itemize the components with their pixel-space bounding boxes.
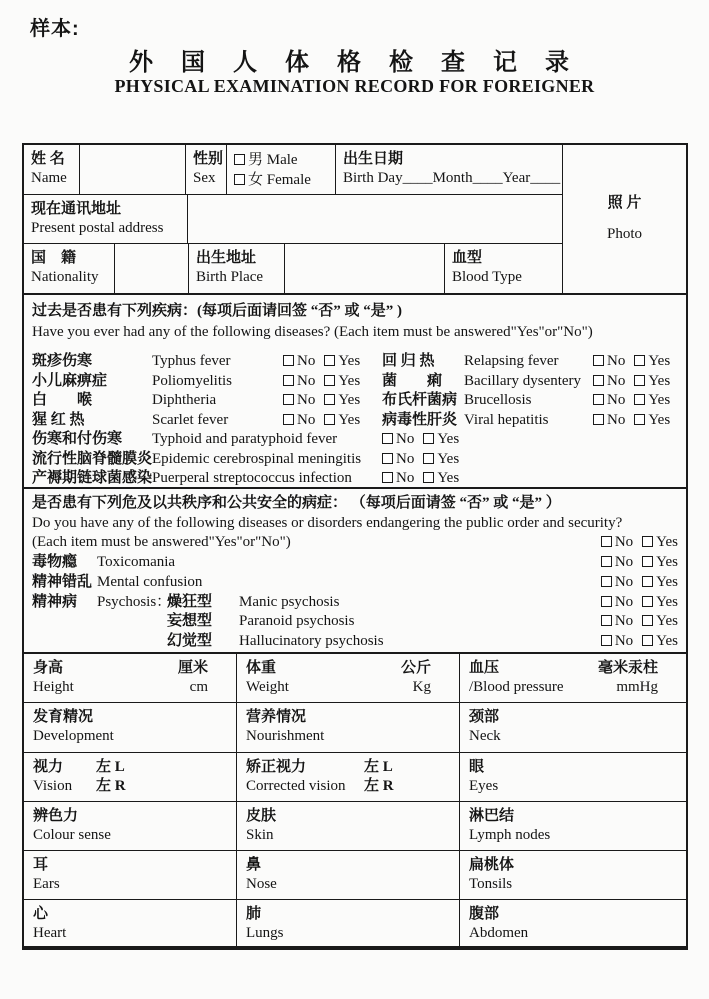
- name-label-cn: 姓 名: [31, 151, 65, 167]
- tonsils-cell[interactable]: 扁桃体 Tonsils: [460, 851, 686, 900]
- disorder-name-en: Toxicomania: [97, 554, 176, 571]
- no-checkbox[interactable]: [601, 615, 612, 626]
- disease-name-en: Bacillary dysentery: [464, 372, 582, 389]
- no-yes-checkboxes: No Yes: [593, 352, 678, 372]
- psychosis-label-cn: 精神病: [32, 593, 78, 610]
- sex-label-cn: 性别: [193, 151, 224, 167]
- form-title-english: PHYSICAL EXAMINATION RECORD FOR FOREIGNER: [114, 76, 595, 96]
- name-label-en: Name: [31, 170, 67, 186]
- no-yes-checkboxes: No Yes: [601, 632, 678, 652]
- no-checkbox[interactable]: [593, 414, 604, 425]
- disease-name-cn: 产褥期链球菌感染: [32, 470, 153, 486]
- birthplace-input-cell[interactable]: [285, 244, 445, 293]
- name-input-cell[interactable]: [80, 145, 186, 194]
- disease-name-cn: 猩 红 热: [32, 411, 85, 428]
- disorders-header-cn: 是否患有下列危及以共秩序和公共安全的病症： （每项后面请签 “否” 或 “是” ）: [32, 495, 561, 511]
- no-yes-checkboxes: No Yes: [382, 430, 678, 450]
- form-title-chinese: 外 国 人 体 格 检 查 记 录: [129, 50, 580, 76]
- yes-checkbox[interactable]: [634, 414, 645, 425]
- disease-name-cn: 回 归 热: [382, 353, 435, 369]
- no-checkbox[interactable]: [601, 556, 612, 567]
- no-checkbox[interactable]: [283, 394, 294, 405]
- photo-label-en: Photo: [606, 226, 642, 242]
- yes-checkbox[interactable]: [423, 433, 434, 444]
- disease-name-en: Poliomyelitis: [152, 372, 233, 389]
- heart-cell[interactable]: 心 Heart: [24, 900, 237, 949]
- no-yes-checkboxes: No Yes: [593, 391, 678, 411]
- disorder-name-cn: 精神错乱: [32, 573, 93, 590]
- address-label-cn: 现在通讯地址: [31, 201, 122, 217]
- no-checkbox[interactable]: [601, 635, 612, 646]
- disease-name-cn: 菌 痢: [382, 372, 443, 389]
- nationality-row: [24, 244, 562, 293]
- photo-label-cn: 照 片: [607, 195, 642, 211]
- no-yes-checkboxes: No Yes: [283, 372, 382, 392]
- blood-type-label-cn: 血型: [452, 250, 483, 266]
- disease-name-en: Typhus fever: [152, 353, 231, 369]
- disease-name-cn: 白 喉: [32, 392, 93, 408]
- psychosis-type-cn: 燥狂型: [167, 593, 213, 610]
- birthplace-label-cn: 出生地址: [196, 250, 257, 266]
- no-yes-checkboxes: No Yes: [283, 352, 382, 372]
- disease-name-en: Epidemic cerebrospinal meningitis: [152, 450, 362, 467]
- address-row: [24, 195, 562, 244]
- male-label: 男 Male: [248, 152, 298, 168]
- address-input-cell[interactable]: [188, 195, 562, 243]
- no-yes-checkboxes: No Yes: [601, 573, 678, 593]
- lymph-nodes-cell[interactable]: 淋巴结 Lymph nodes: [460, 802, 686, 851]
- no-checkbox[interactable]: [601, 536, 612, 547]
- no-checkbox[interactable]: [283, 355, 294, 366]
- no-checkbox[interactable]: [593, 375, 604, 386]
- disease-header-cn: 过去是否患有下列疾病：(每项后面请回签 “否” 或 “是” ): [32, 303, 402, 319]
- name-label-cell: [24, 145, 80, 194]
- yes-checkbox[interactable]: [642, 596, 653, 607]
- disease-name-cn: 小儿麻痹症: [32, 372, 108, 389]
- birth-date-cell[interactable]: [336, 145, 562, 194]
- no-yes-checkboxes: No Yes: [601, 553, 678, 573]
- address-label-en: Present postal address: [31, 220, 164, 236]
- no-yes-checkboxes: No Yes: [601, 533, 678, 553]
- yes-checkbox[interactable]: [423, 472, 434, 483]
- birthplace-label-cell: [189, 244, 285, 293]
- no-yes-checkboxes: No Yes: [601, 612, 678, 632]
- psychosis-type-en: Hallucinatory psychosis: [239, 632, 384, 649]
- no-checkbox[interactable]: [382, 453, 393, 464]
- birth-date-fill-line: Birth Day____Month____Year____: [343, 170, 561, 186]
- yes-checkbox[interactable]: [634, 355, 645, 366]
- address-label-cell: [24, 195, 188, 243]
- blood-type-cell[interactable]: [445, 244, 562, 293]
- psychosis-type-en: Paranoid psychosis: [239, 613, 355, 630]
- name-sex-birth-row: [24, 145, 562, 195]
- psychosis-label-en: Psychosis：: [97, 593, 172, 610]
- yes-checkbox[interactable]: [634, 375, 645, 386]
- no-checkbox[interactable]: [593, 355, 604, 366]
- sex-label-en: Sex: [193, 170, 216, 186]
- corrected-vision-cell[interactable]: 矫正视力 左 L Corrected vision 左 R: [237, 753, 460, 802]
- disorders-header-en: Do you have any of the following diseases or disorders endangering the public order and security?: [32, 514, 623, 531]
- no-yes-checkboxes: No Yes: [283, 411, 382, 431]
- disease-history-section: [24, 295, 686, 489]
- nourishment-cell[interactable]: 营养情况 Nourishment: [237, 703, 460, 752]
- development-cell[interactable]: 发育精况 Development: [24, 703, 237, 752]
- form-table: [22, 143, 688, 950]
- no-yes-checkboxes: No Yes: [593, 372, 678, 392]
- height-cell[interactable]: 身高 厘米 Height cm: [24, 654, 237, 703]
- colour-sense-cell[interactable]: 辨色力 Colour sense: [24, 802, 237, 851]
- disease-name-en: Viral hepatitis: [464, 411, 549, 428]
- nose-cell[interactable]: 鼻 Nose: [237, 851, 460, 900]
- female-checkbox[interactable]: [234, 174, 245, 185]
- birthplace-label-en: Birth Place: [196, 269, 264, 285]
- psychosis-type-cn: 妄想型: [167, 613, 213, 630]
- blood-pressure-cell[interactable]: 血压 毫米汞柱 /Blood pressure mmHg: [460, 654, 686, 703]
- photo-area[interactable]: [562, 145, 686, 293]
- neck-cell[interactable]: 颈部 Neck: [460, 703, 686, 752]
- yes-checkbox[interactable]: [642, 576, 653, 587]
- no-yes-checkboxes: No Yes: [601, 593, 678, 613]
- identity-section: [24, 145, 686, 295]
- female-label: 女 Female: [248, 172, 311, 188]
- psychosis-type-cn: 幻觉型: [167, 632, 213, 649]
- disease-name-cn: 流行性脑脊髓膜炎: [32, 450, 153, 467]
- disease-name-en: Brucellosis: [464, 392, 532, 408]
- psychosis-type-en: Manic psychosis: [239, 593, 340, 610]
- skin-cell[interactable]: 皮肤 Skin: [237, 802, 460, 851]
- male-checkbox[interactable]: [234, 154, 245, 165]
- nationality-input-cell[interactable]: [115, 244, 189, 293]
- disorders-section: [24, 489, 686, 654]
- yes-checkbox[interactable]: [324, 394, 335, 405]
- yes-checkbox[interactable]: [642, 556, 653, 567]
- disorder-name-cn: 毒物瘾: [32, 554, 78, 571]
- no-checkbox[interactable]: [601, 596, 612, 607]
- weight-cell[interactable]: 体重 公斤 Weight Kg: [237, 654, 460, 703]
- disease-name-en: Typhoid and paratyphoid fever: [152, 431, 338, 447]
- yes-checkbox[interactable]: [324, 355, 335, 366]
- disease-name-cn: 斑疹伤寒: [32, 353, 93, 369]
- sex-checkbox-cell: [227, 145, 336, 194]
- no-checkbox[interactable]: [283, 375, 294, 386]
- eyes-cell[interactable]: 眼 Eyes: [460, 753, 686, 802]
- no-yes-checkboxes: No Yes: [382, 469, 678, 489]
- yes-checkbox[interactable]: [324, 375, 335, 386]
- lungs-cell[interactable]: 肺 Lungs: [237, 900, 460, 949]
- disorders-note: (Each item must be answered"Yes"or"No"): [32, 534, 291, 551]
- no-yes-checkboxes: No Yes: [593, 411, 678, 431]
- disease-name-en: Relapsing fever: [464, 353, 559, 369]
- disease-name-en: Puerperal streptococcus infection: [152, 470, 352, 486]
- disorder-name-en: Mental confusion: [97, 573, 203, 590]
- no-checkbox[interactable]: [283, 414, 294, 425]
- exam-grid: [24, 654, 686, 950]
- abdomen-cell[interactable]: 腹部 Abdomen: [469, 906, 529, 942]
- yes-checkbox[interactable]: [642, 536, 653, 547]
- yes-checkbox[interactable]: [423, 453, 434, 464]
- nationality-label-cn: 国 籍: [31, 250, 77, 266]
- no-checkbox[interactable]: [593, 394, 604, 405]
- no-checkbox[interactable]: [382, 433, 393, 444]
- disease-name-en: Scarlet fever: [152, 411, 229, 428]
- sex-label-cell: [186, 145, 227, 194]
- blood-type-label-en: Blood Type: [452, 269, 522, 285]
- disease-name-cn: 病毒性肝炎: [382, 411, 458, 428]
- no-yes-checkboxes: No Yes: [382, 450, 678, 470]
- no-checkbox[interactable]: [601, 576, 612, 587]
- birth-date-label-cn: 出生日期: [343, 151, 404, 167]
- disease-header-en: Have you ever had any of the following diseases? (Each item must be answered"Yes"or"No"): [32, 324, 593, 340]
- no-yes-checkboxes: No Yes: [283, 391, 382, 411]
- disease-grid: [32, 352, 678, 489]
- disease-name-cn: 伤寒和付伤寒: [32, 431, 123, 447]
- vision-cell[interactable]: 视力 左 L Vision 左 R: [24, 753, 237, 802]
- yes-checkbox[interactable]: [634, 394, 645, 405]
- yes-checkbox[interactable]: [642, 635, 653, 646]
- no-checkbox[interactable]: [382, 472, 393, 483]
- disease-name-en: Diphtheria: [152, 392, 217, 408]
- sample-watermark-label: 样本:: [30, 18, 80, 40]
- disease-name-cn: 布氏杆菌病: [382, 392, 458, 408]
- ears-cell[interactable]: 耳 Ears: [24, 851, 237, 900]
- nationality-label-en: Nationality: [31, 269, 99, 285]
- yes-checkbox[interactable]: [642, 615, 653, 626]
- yes-checkbox[interactable]: [324, 414, 335, 425]
- nationality-label-cell: [24, 244, 115, 293]
